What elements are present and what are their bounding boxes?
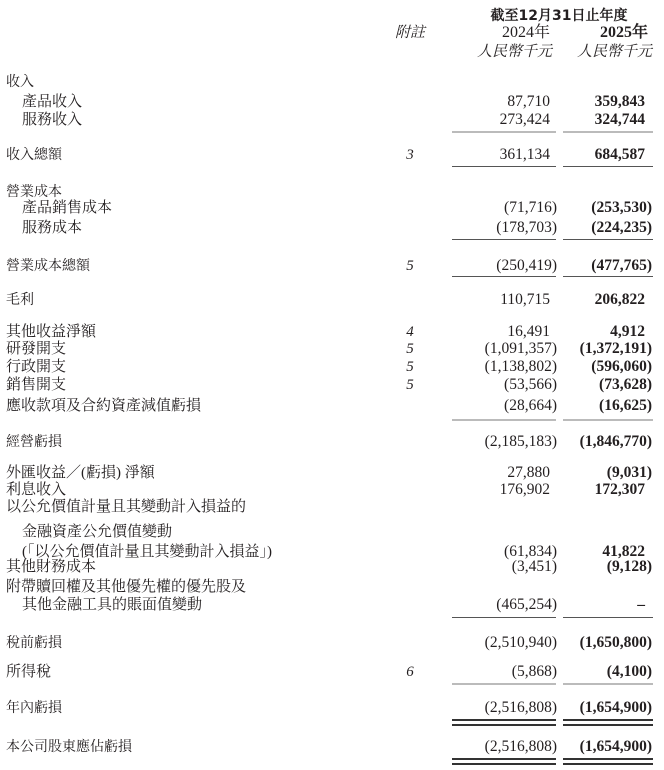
value-2025: (73,628) xyxy=(599,376,652,393)
double-underline xyxy=(452,719,556,726)
row-label: 行政開支 xyxy=(6,359,67,375)
row-label: 研發開支 xyxy=(6,341,67,357)
subtotal-rule xyxy=(563,131,653,133)
value-2025: (1,846,770) xyxy=(579,433,652,450)
row-label: 收入總額 xyxy=(6,147,62,163)
value-2024: (28,664) xyxy=(504,397,557,414)
note-ref: 5 xyxy=(406,258,414,274)
row-label: 營業成本總額 xyxy=(6,258,90,274)
value-2025: (1,372,191) xyxy=(579,340,652,357)
value-2025: (16,625) xyxy=(599,397,652,414)
value-2025: (1,650,800) xyxy=(579,634,652,651)
row-label: 金融資產公允價值變動 xyxy=(22,524,173,540)
value-2025: 359,843 xyxy=(594,93,645,110)
value-2024: (2,516,808) xyxy=(484,738,557,755)
row-label: 營業成本 xyxy=(6,184,62,200)
row-label: 外匯收益／(虧損) 淨額 xyxy=(6,465,155,481)
value-2025: (477,765) xyxy=(591,257,652,274)
row-label: 毛利 xyxy=(6,292,34,308)
value-2024: 27,880 xyxy=(507,464,550,481)
subtotal-rule xyxy=(452,617,556,618)
value-2025: (4,100) xyxy=(606,663,652,680)
value-2025: 41,822 xyxy=(602,543,645,560)
value-2024: (250,419) xyxy=(496,257,557,274)
value-2025: 206,822 xyxy=(594,291,645,308)
year-2025-header: 2025年 xyxy=(599,24,648,41)
value-2025: – xyxy=(637,596,645,613)
value-2024: (1,091,357) xyxy=(484,340,557,357)
value-2024: (53,566) xyxy=(504,376,557,393)
value-2025: 172,307 xyxy=(594,481,645,498)
subtotal-rule xyxy=(563,239,653,240)
period-header: 截至12月31日止年度 xyxy=(490,8,628,24)
note-ref: 4 xyxy=(406,324,414,340)
value-2025: (1,654,900) xyxy=(579,699,652,716)
value-2024: (178,703) xyxy=(496,219,557,236)
row-label: 本公司股東應佔虧損 xyxy=(6,739,132,755)
row-label: 稅前虧損 xyxy=(6,635,62,651)
subtotal-rule xyxy=(452,166,556,167)
double-underline xyxy=(563,758,653,765)
double-underline xyxy=(452,758,556,765)
subtotal-rule xyxy=(563,276,653,277)
value-2025: (9,031) xyxy=(606,464,652,481)
row-label: 以公允價值計量且其變動計入損益的 xyxy=(6,499,247,515)
subtotal-rule xyxy=(563,683,653,685)
row-label: (「以公允價值計量且其變動計入損益」) xyxy=(22,544,272,560)
row-label: 服務成本 xyxy=(22,220,83,236)
currency-2024-header: 人民幣千元 xyxy=(476,44,552,60)
value-2024: (2,185,183) xyxy=(484,433,557,450)
value-2024: 176,902 xyxy=(499,481,550,498)
note-ref: 3 xyxy=(406,147,414,163)
row-label: 收入 xyxy=(6,74,34,90)
value-2024: 273,424 xyxy=(499,111,550,128)
subtotal-rule xyxy=(452,276,556,277)
value-2024: (465,254) xyxy=(496,596,557,613)
value-2025: 4,912 xyxy=(610,323,645,340)
value-2024: (61,834) xyxy=(504,543,557,560)
note-ref: 5 xyxy=(406,377,414,393)
row-label: 所得稅 xyxy=(6,664,52,680)
value-2025: 324,744 xyxy=(594,111,645,128)
value-2024: (2,510,940) xyxy=(484,634,557,651)
value-2024: 110,715 xyxy=(500,291,550,308)
subtotal-rule xyxy=(563,419,653,421)
value-2025: (596,060) xyxy=(591,358,652,375)
row-label: 其他財務成本 xyxy=(6,559,97,575)
row-label: 利息收入 xyxy=(6,482,67,498)
value-2024: 16,491 xyxy=(507,323,550,340)
subtotal-rule xyxy=(452,131,556,133)
subtotal-rule xyxy=(452,683,556,685)
row-label: 其他收益淨額 xyxy=(6,324,97,340)
row-label: 年內虧損 xyxy=(6,700,62,716)
row-label: 經營虧損 xyxy=(6,434,62,450)
value-2025: (1,654,900) xyxy=(579,738,652,755)
subtotal-rule xyxy=(452,239,556,240)
row-label: 產品銷售成本 xyxy=(22,200,113,216)
value-2024: 361,134 xyxy=(499,146,550,163)
value-2025: 684,587 xyxy=(594,146,645,163)
note-ref: 5 xyxy=(406,359,414,375)
double-underline xyxy=(563,719,653,726)
year-2024-header: 2024年 xyxy=(501,24,550,41)
note-column-header: 附註 xyxy=(394,25,425,41)
subtotal-rule xyxy=(563,617,653,618)
value-2024: (3,451) xyxy=(511,558,557,575)
row-label: 銷售開支 xyxy=(6,377,67,393)
note-ref: 6 xyxy=(406,664,414,680)
value-2025: (253,530) xyxy=(591,199,652,216)
row-label: 其他金融工具的賬面值變動 xyxy=(22,597,203,613)
value-2025: (9,128) xyxy=(606,558,652,575)
row-label: 附帶贖回權及其他優先權的優先股及 xyxy=(6,579,247,595)
row-label: 服務收入 xyxy=(22,112,83,128)
value-2024: (1,138,802) xyxy=(484,358,557,375)
value-2025: (224,235) xyxy=(591,219,652,236)
value-2024: (5,868) xyxy=(511,663,557,680)
value-2024: 87,710 xyxy=(507,93,550,110)
row-label: 產品收入 xyxy=(22,94,83,110)
row-label: 應收款項及合約資產減值虧損 xyxy=(6,398,202,414)
value-2024: (2,516,808) xyxy=(484,699,557,716)
currency-2025-header: 人民幣千元 xyxy=(576,44,652,60)
subtotal-rule xyxy=(563,166,653,167)
note-ref: 5 xyxy=(406,341,414,357)
subtotal-rule xyxy=(452,419,556,421)
value-2024: (71,716) xyxy=(504,199,557,216)
